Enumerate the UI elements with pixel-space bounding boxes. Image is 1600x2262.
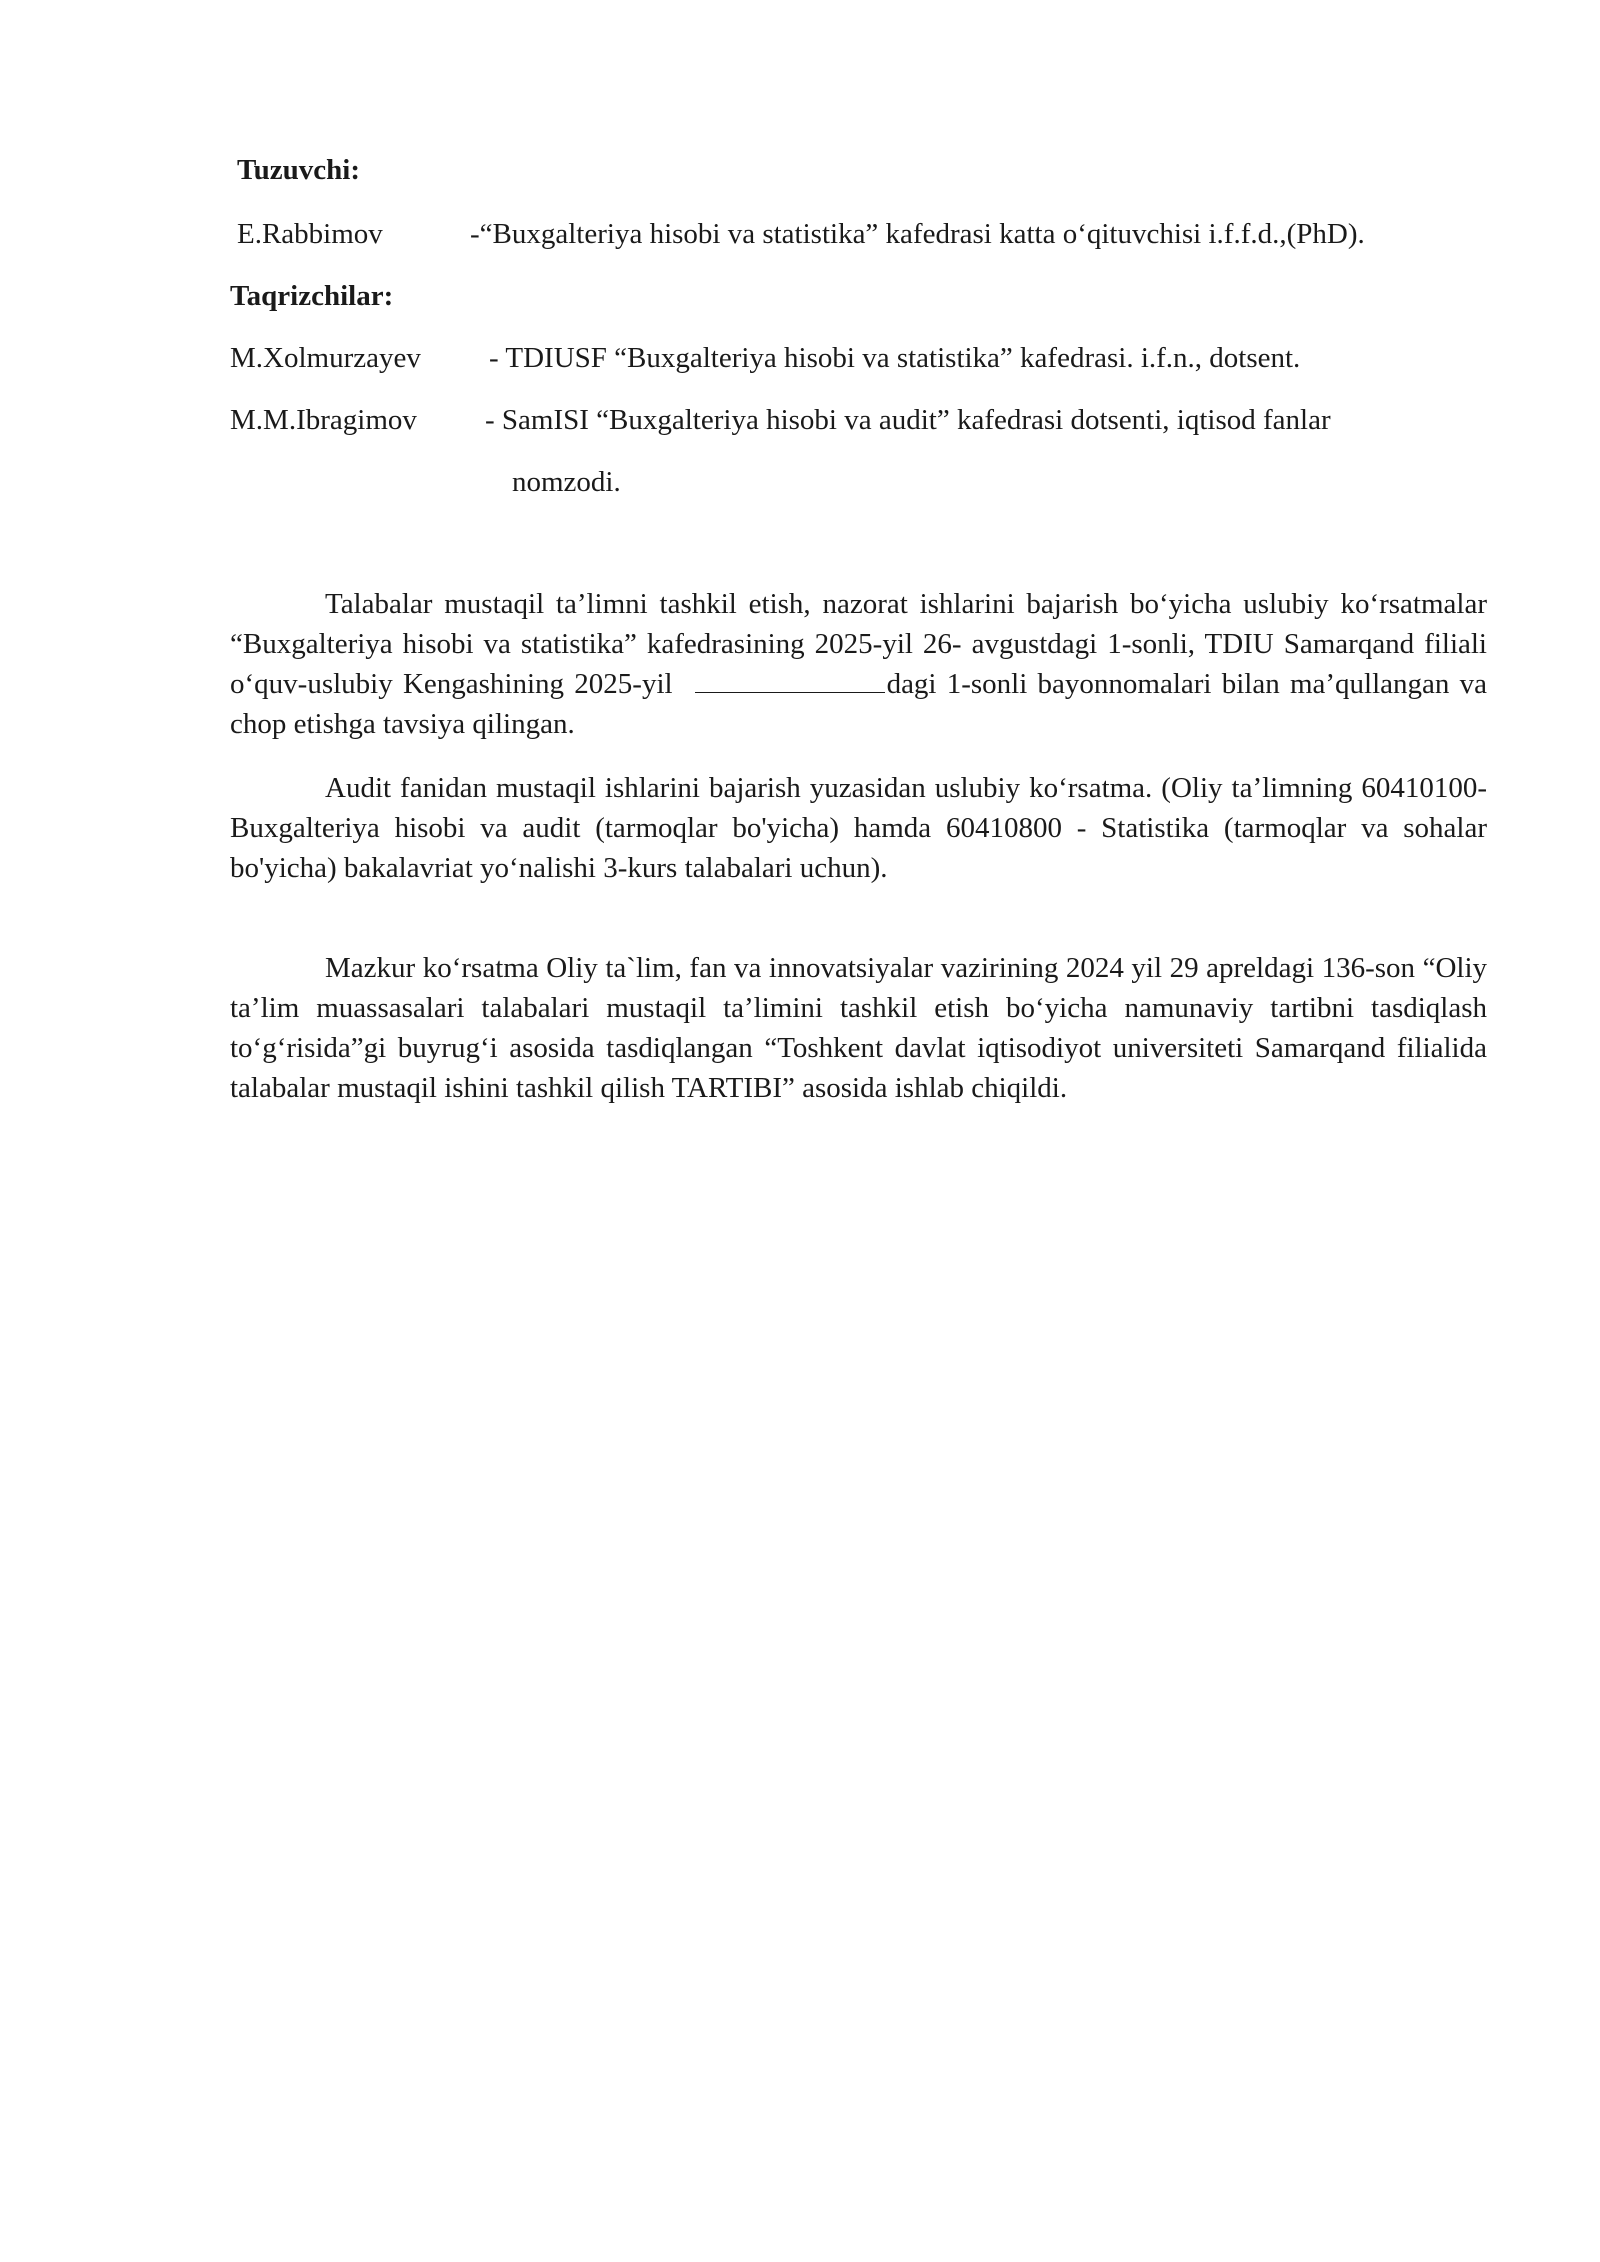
reviewer-name: M.M.Ibragimov	[230, 404, 417, 436]
reviewer-description: - TDIUSF “Buxgalteriya hisobi va statistika” kafedrasi. i.f.n., dotsent.	[489, 342, 1301, 374]
reviewer-description-continuation: nomzodi.	[512, 466, 621, 498]
compiler-heading: Tuzuvchi:	[237, 154, 361, 186]
compiler-name: E.Rabbimov	[237, 218, 383, 250]
approval-text: Talabalar mustaqil ta’limni tashkil etish, nazorat ishlarini bajarish bo‘yicha uslubiy ko‘rsatmalar “Buxgalteriya hisobi va statistika” kafedrasining 2025-yil 26- avgustdagi 1-sonli, TDIU Samarqand filiali o‘quv-uslubiy Kengashining 2025-yil	[230, 588, 1487, 700]
approval-text-end: dagi 1-sonli bayonnomalari bilan ma’qullangan va chop etishga tavsiya qilingan.	[230, 668, 1487, 740]
reviewer-description: - SamISI “Buxgalteriya hisobi va audit” kafedrasi dotsenti, iqtisod fanlar	[485, 404, 1331, 436]
reviewer-name: M.Xolmurzayev	[230, 342, 421, 374]
reviewers-heading: Taqrizchilar:	[230, 280, 394, 312]
date-blank-line	[695, 668, 885, 693]
audit-paragraph: Audit fanidan mustaqil ishlarini bajarish yuzasidan uslubiy ko‘rsatma. (Oliy ta’limning 60410100-Buxgalteriya hisobi va audit (tarmoqlar bo'yicha) hamda 60410800 - Statistika (tarmoqlar va sohalar bo'yicha) bakalavriat yo‘nalishi 3-kurs talabalari uchun).	[230, 772, 1487, 884]
approval-paragraph	[230, 584, 1487, 744]
compiler-description: -“Buxgalteriya hisobi va statistika” kafedrasi katta o‘qituvchisi i.f.f.d.,(PhD).	[470, 218, 1365, 250]
basis-paragraph: Mazkur ko‘rsatma Oliy ta`lim, fan va innovatsiyalar vazirining 2024 yil 29 apreldagi 136-son “Oliy ta’lim muassasalari talabalari mustaqil ta’limini tashkil etish bo‘yicha namunaviy tartibni tasdiqlash to‘g‘risida”gi buyrug‘i asosida tasdiqlangan “Toshkent davlat iqtisodiyot universiteti Samarqand filialida talabalar mustaqil ishini tashkil qilish TARTIBI” asosida ishlab chiqildi.	[230, 952, 1487, 1104]
